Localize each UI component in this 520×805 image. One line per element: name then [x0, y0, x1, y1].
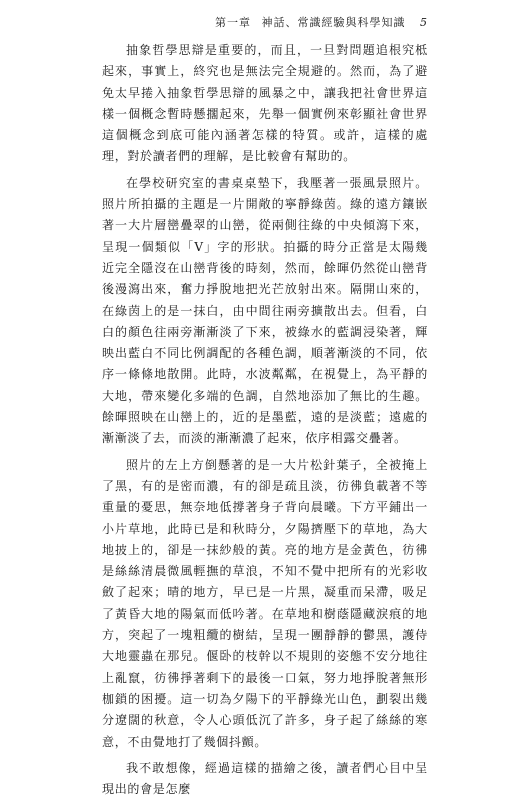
page-body — [102, 40, 428, 805]
paragraph-1: 抽象哲學思辯是重要的，而且，一旦對問題追根究柢起來，事實上，終究也是無法完全規避的。然而，為了避免太早捲入抽象哲學思辯的風暴之中，讓我把社會世界這樣一個概念暫時懸擱起來，先舉一個實例來彰顯社會世界這個概念到底可能內涵著怎樣的特質。或許，這樣的處理，對於讀者們的理解，是比較會有幫助的。 — [102, 43, 428, 164]
paragraph-4: 我不敢想像，經過這樣的描繪之後，讀者們心目中呈現出的會是怎麼 — [102, 760, 428, 797]
page-number: 5 — [420, 16, 428, 29]
paragraph-3: 照片的左上方倒懸著的是一大片松針葉子，全被掩上了黑，有的是密而濃，有的卻是疏且淡，彷彿負載著不等重量的憂思，無奈地低撐著身子背向晨曦。下方平鋪出一小片草地，此時已是和秋時分，夕陽擠壓下的草地，為大地披上的，卻是一抹紗般的黃。亮的地方是金黃色，彷彿是絲絲清晨微風輕撫的草浪，不知不覺中把所有的光彩收斂了起來；晴的地方，早已是一片黑，凝重而呆滯，吸足了黃昏大地的陽氣而低吟著。在草地和樹蔭隱藏淚痕的地方，突起了一塊粗纜的樹結，呈現一團靜靜的鬱黑，護侍大地靈蟲在那兒。偃卧的枝幹以不規則的姿態不安分地往上亂竄，彷彿掙著剩下的最後一口氣，努力地掙脫著無形枷鎖的困擾。這一切為夕陽下的平靜綠光山色，劃裂出幾分遼闊的秋意，令人心頭低沉了許多，身子起了絲絲的寒意，不由覺地打了幾個抖顫。 — [102, 457, 428, 749]
chapter-title: 神話、常識經驗與科學知識 — [261, 16, 406, 29]
running-header — [102, 14, 428, 34]
chapter-label: 第一章 — [215, 16, 251, 29]
paragraph-2: 在學校研究室的書桌桌墊下，我壓著一張風景照片。照片所拍攝的主題是一片開敞的寧靜綠茵。綠的遠方鑲嵌著一大片層巒疊翠的山巒，從兩側往綠的中央傾瀉下來，呈現一個類似「V」字的形狀。拍攝的時分正當是太陽幾近完全隱沒在山巒背後的時刻，然而，餘暉仍然從山巒背後漫瀉出來，奮力掙脫地把光芒放射出來。隔開山來的，在綠茵上的是一抹白，由中間往兩旁擴散出去。但看，白白的顏色往兩旁漸漸淡了下來，被綠水的藍調浸染著，輝映出藍白不同比例調配的各種色調，順著漸淡的不同，依序一條條地散開。此時，水波粼粼，在視覺上，為平靜的大地，帶來變化多端的色調，自然地添加了無比的生趣。餘暉照映在山巒上的，近的是墨藍，遠的是淡藍；遠處的漸漸淡了去，而淡的漸漸濃了起來，依序相露交疊著。 — [102, 175, 428, 446]
